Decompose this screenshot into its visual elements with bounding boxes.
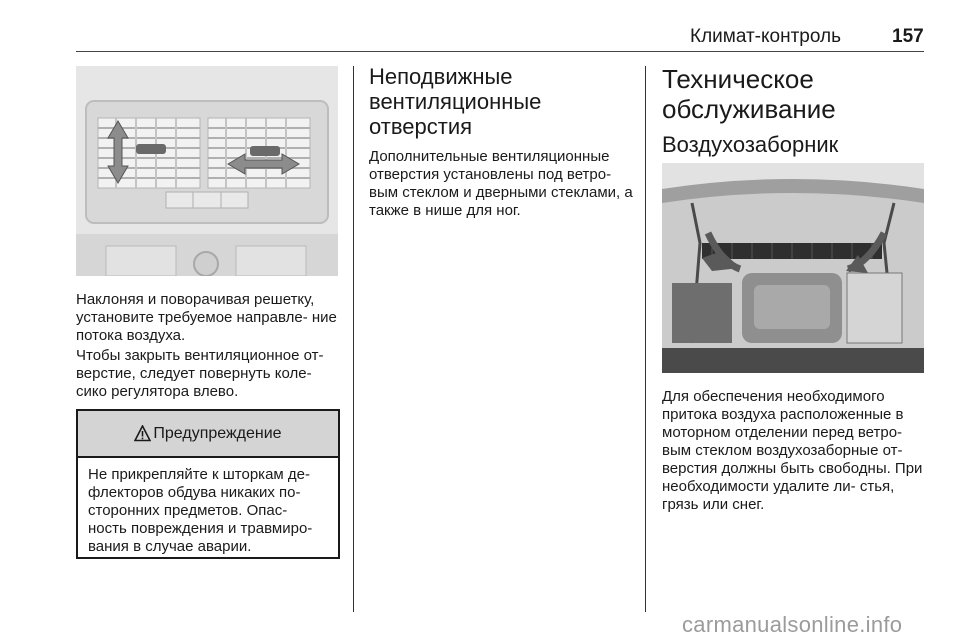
watermark: carmanualsonline.info [682, 612, 903, 637]
paragraph-air-intake: Для обеспечения необходимого притока воздуха расположенные в моторном отделении перед ветро- вым стеклом воздухозаборные от- верстия должны быть свободны. При необходимости удалите ли- стья, грязь или снег. [662, 388, 923, 513]
header-rule [76, 51, 924, 52]
warning-text: Не прикрепляйте к шторкам де- флекторов обдува никаких по- сторонних предметов. Опас- ность повреждения и травмиро- вания в случае аварии. [88, 466, 313, 555]
warning-title: Предупреждение [153, 424, 282, 442]
section-title: Климат-контроль [690, 26, 841, 47]
fixed-vents-heading: Неподвижные вентиляционные отверстия [369, 64, 542, 139]
maintenance-heading: Техническое обслуживание [662, 64, 836, 124]
paragraph-vent-close: Чтобы закрыть вентиляционное от- верстие, следует повернуть коле- сико регулятора влево. [76, 347, 324, 400]
warning-box [76, 409, 340, 559]
rear-air-vent-illustration [76, 66, 338, 276]
paragraph-vent-adjust: Наклоняя и поворачивая решетку, установите требуемое направле- ние потока воздуха. [76, 291, 337, 344]
engine-bay-air-intake-photo [662, 163, 924, 373]
column-divider-right [645, 66, 646, 612]
column-divider-left [353, 66, 354, 612]
air-intake-subheading: Воздухозаборник [662, 132, 839, 157]
page-number: 157 [892, 26, 924, 47]
warning-triangle-icon [134, 425, 151, 442]
paragraph-fixed-vents: Дополнительные вентиляционные отверстия установлены под ветро- вым стеклом и дверными стеклами, а также в нише для ног. [369, 148, 633, 219]
warning-header [78, 411, 338, 458]
